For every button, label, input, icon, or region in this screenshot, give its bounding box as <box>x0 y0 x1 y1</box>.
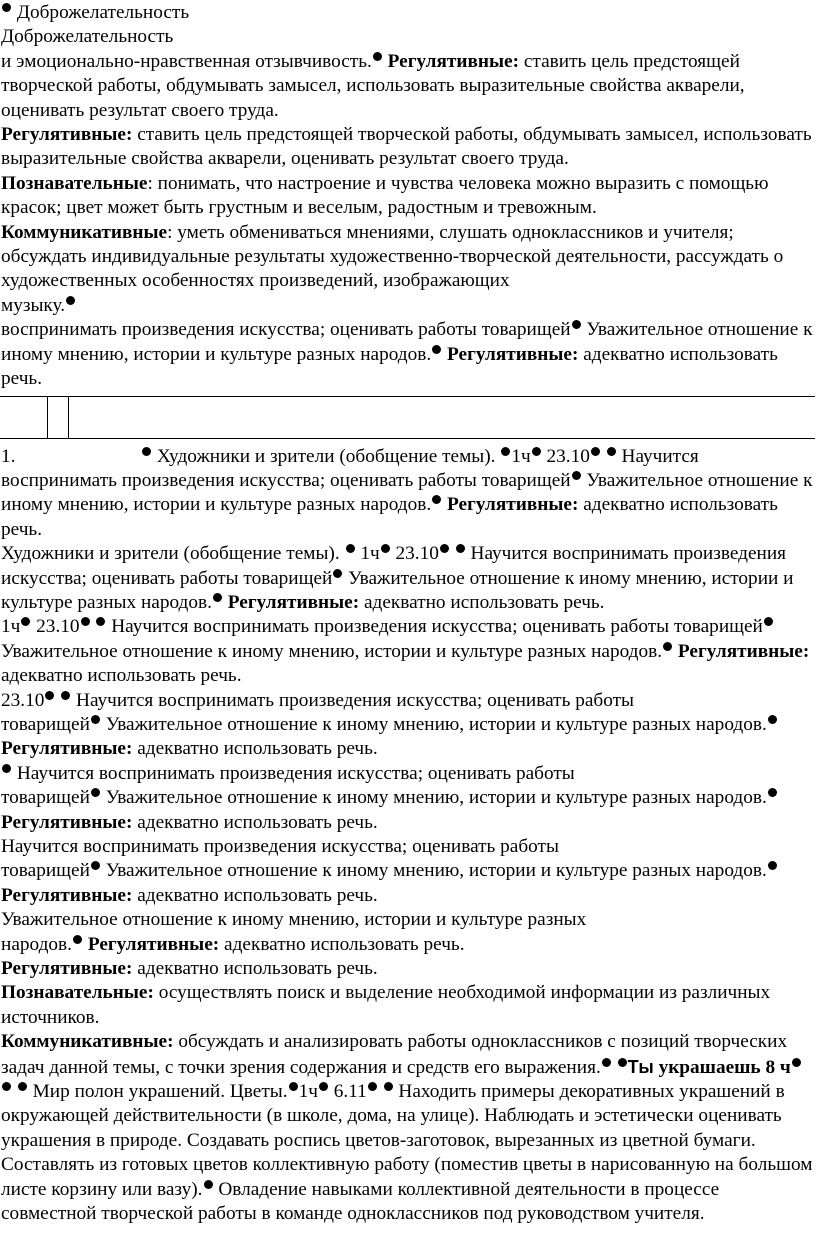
text-run: Находить примеры декоративных украшений в окружающей действительности (в школе, дома, на улице). Наблюдать и эстетически оценивать украшения в природе. Создавать роспись цветов-заготовок, вырезанных из цветной бумаги. Составлять из готовых цветов коллективную работу (поместив цветы в нарисованную на большом листе корзину или вазу). <box>1 1081 813 1200</box>
bullet-icon <box>384 1082 393 1091</box>
text-run <box>601 446 606 467</box>
bullet-icon <box>18 1082 27 1091</box>
bullet-icon <box>591 447 600 456</box>
text-run: товарищей <box>1 713 90 735</box>
bullet-icon <box>572 320 581 329</box>
text-run: Уважительное отношение к иному мнению, истории и культуре разных <box>1 909 587 931</box>
paragraph <box>1 318 813 391</box>
bullet-icon <box>91 861 100 870</box>
text-run: адекватно использовать речь. <box>1 343 778 390</box>
bullet-icon <box>96 617 105 626</box>
text-run: осуществлять поиск и выделение необходимой информации из различных источников. <box>1 982 771 1028</box>
bold-text: Регулятивные: <box>87 933 220 955</box>
bullet-icon <box>768 715 777 724</box>
text-run: товарищей <box>1 860 90 882</box>
row-number: 1. <box>1 445 16 467</box>
bullet-icon <box>440 544 449 553</box>
text-run: : уметь обмениваться мнениями, слушать одноклассников и учителя; обсуждать индивидуальные результаты художественно-творческой деятельности, рассуждать о художественных особенностях произведений, изображающих <box>1 221 784 292</box>
text-run <box>55 690 60 711</box>
text-run: 23.10 <box>541 445 590 467</box>
bullet-icon <box>373 52 382 61</box>
text-run <box>450 543 455 564</box>
paragraph <box>1 981 813 1030</box>
text-run: Уважительное отношение к иному мнению, истории и культуре разных народов. <box>100 713 767 735</box>
text-run: Уважительное отношение к иному мнению, истории и культуре разных народов. <box>1 319 813 365</box>
text-run: ставить цель предстоящей творческой работы, обдумывать замысел, использовать выразительные свойства акварели, оценивать результат своего труда. <box>1 50 745 121</box>
text-run <box>378 1081 383 1102</box>
table-cell <box>0 397 48 438</box>
paragraph <box>1 689 813 762</box>
bullet-icon <box>456 544 465 553</box>
bold-text: Регулятивные: <box>1 884 133 906</box>
text-run: адекватно использовать речь. <box>1 494 778 540</box>
text-run: 23.10 <box>31 616 80 638</box>
table-cell <box>48 397 69 438</box>
paragraph <box>1 1 813 25</box>
bullet-icon <box>432 345 441 354</box>
text-run: Уважительное отношение к иному мнению, истории и культуре разных народов. <box>100 787 767 809</box>
bullet-icon <box>618 1058 627 1067</box>
text-run: Доброжелательность <box>1 26 174 48</box>
bullet-icon <box>289 1082 298 1091</box>
bullet-icon <box>768 861 777 870</box>
text-run <box>12 1081 17 1102</box>
text-run: Научится воспринимать произведения искусства; оценивать работы товарищей <box>106 616 763 638</box>
text-run <box>612 1057 617 1078</box>
bullet-icon <box>213 593 222 602</box>
paragraph <box>1 50 813 123</box>
bullet-icon <box>2 1082 11 1091</box>
text-run: народов. <box>1 933 72 955</box>
text-run: ставить цель предстоящей творческой работы, обдумывать замысел, использовать выразительные свойства акварели, оценивать результат своего труда. <box>1 124 812 170</box>
bullet-icon <box>381 544 390 553</box>
bullet-icon <box>2 764 11 773</box>
bold-text: украшаешь 8 ч <box>658 1056 791 1078</box>
bold-text: Регулятивные: <box>447 494 579 516</box>
text-run: Художники и зрители (обобщение темы). <box>152 445 501 467</box>
bullet-icon <box>2 3 11 12</box>
bullet-icon <box>91 788 100 797</box>
bullet-icon <box>346 544 355 553</box>
bold-text: Регулятивные: <box>1 738 133 760</box>
text-run: Научится воспринимать произведения искусства; оценивать работы <box>12 762 575 784</box>
paragraph <box>1 542 813 615</box>
bold-text: Регулятивные: <box>677 640 810 662</box>
paragraph <box>1 445 813 543</box>
paragraph <box>1 835 813 908</box>
text-run: адекватно использовать речь. <box>219 933 465 955</box>
bold-text: Познавательные <box>1 172 148 194</box>
bullet-icon <box>792 1058 801 1067</box>
text-run: Уважительное отношение к иному мнению, истории и культуре разных народов. <box>1 567 794 613</box>
text-run: Научится воспринимать произведения искусства; оценивать работы товарищей <box>1 543 787 589</box>
bullet-icon <box>368 1082 377 1091</box>
text-run: музыку. <box>1 294 66 316</box>
bullet-icon <box>607 447 616 456</box>
text-run: адекватно использовать речь. <box>132 738 378 760</box>
text-run: адекватно использовать речь. <box>359 591 605 613</box>
bold-text: Регулятивные: <box>1 811 133 833</box>
text-run: обсуждать и анализировать работы одноклассников с позиций творческих задач данной темы, с точки зрения содержания и средств его выражения. <box>1 1031 788 1078</box>
paragraph <box>1 957 813 981</box>
bullet-icon <box>432 495 441 504</box>
paragraph <box>1 25 813 49</box>
bullet-icon <box>21 617 30 626</box>
bullet-icon <box>532 447 541 456</box>
bold-text: Коммуникативные: <box>1 1031 174 1053</box>
bullet-icon <box>142 447 151 456</box>
paragraph <box>1 908 813 957</box>
text-run: 1ч <box>1 616 21 638</box>
text-run: адекватно использовать речь. <box>132 958 378 980</box>
paragraph <box>1 615 813 688</box>
text-run <box>91 616 96 637</box>
paragraph <box>1 1030 813 1226</box>
text-run: адекватно использовать речь. <box>132 811 378 833</box>
bullet-icon <box>764 617 773 626</box>
text-run: Научится воспринимать произведения искусства; оценивать работы товарищей <box>1 445 699 491</box>
text-run: адекватно использовать речь. <box>1 665 242 687</box>
bullet-icon <box>66 296 75 305</box>
text-run: 1ч <box>298 1081 318 1103</box>
bold-text: Коммуникативные <box>1 221 168 243</box>
paragraph <box>1 762 813 835</box>
bullet-icon <box>602 1058 611 1067</box>
bold-text: Регулятивные: <box>227 591 360 613</box>
text-run: Овладение навыками коллективной деятельности в процессе совместной творческой работы в команде одноклассников под руководством учителя. <box>1 1178 720 1225</box>
document-page <box>1 1 813 1227</box>
text-run: 23.10 <box>1 689 45 711</box>
bullet-icon <box>61 691 70 700</box>
text-run: Научится воспринимать произведения искусства; оценивать работы <box>71 689 634 711</box>
bullet-icon <box>333 569 342 578</box>
text-run: и эмоционально-нравственная отзывчивость. <box>1 50 372 72</box>
text-run: 6.11 <box>328 1081 367 1103</box>
text-run: 1ч <box>511 445 531 467</box>
text-run: адекватно использовать речь. <box>132 884 378 906</box>
bullet-icon <box>319 1082 328 1091</box>
bullet-icon <box>91 715 100 724</box>
bullet-icon <box>45 691 54 700</box>
text-run: товарищей <box>1 787 90 809</box>
text-run: Научится воспринимать произведения искусства; оценивать работы <box>1 836 559 857</box>
text-run: воспринимать произведения искусства; оценивать работы товарищей <box>1 319 571 341</box>
bold-text: Познавательные: <box>1 982 154 1004</box>
text-run: Художники и зрители (обобщение темы). <box>1 543 345 565</box>
bold-text: Регулятивные: <box>387 50 520 72</box>
text-run: Уважительное отношение к иному мнению, истории и культуре разных народов. <box>1 640 663 662</box>
text-run: 23.10 <box>390 543 439 565</box>
bullet-icon <box>572 471 581 480</box>
bold-text: Ты <box>627 1056 654 1077</box>
text-run: Уважительное отношение к иному мнению, истории и культуре разных народов. <box>1 469 813 516</box>
text-run: 1ч <box>355 543 380 565</box>
bold-text: Регулятивные: <box>447 343 579 365</box>
text-run: Мир полон украшений. Цветы. <box>27 1081 288 1103</box>
table-row <box>0 396 815 439</box>
paragraph <box>1 221 813 319</box>
bullet-icon <box>81 617 90 626</box>
bold-text: Регулятивные: <box>1 124 133 146</box>
bullet-icon <box>768 788 777 797</box>
bullet-icon <box>501 447 510 456</box>
paragraph <box>1 123 813 172</box>
bullet-icon <box>204 1180 213 1189</box>
text-run: Уважительное отношение к иному мнению, истории и культуре разных народов. <box>100 860 767 882</box>
bullet-icon <box>73 935 82 944</box>
bold-text: Регулятивные: <box>1 958 133 980</box>
text-run: : понимать, что настроение и чувства человека можно выразить с помощью красок; цвет может быть грустным и веселым, радостным и тревожным. <box>1 172 769 219</box>
paragraph <box>1 172 813 221</box>
bullet-icon <box>663 642 672 651</box>
text-run: Доброжелательность <box>12 2 190 23</box>
